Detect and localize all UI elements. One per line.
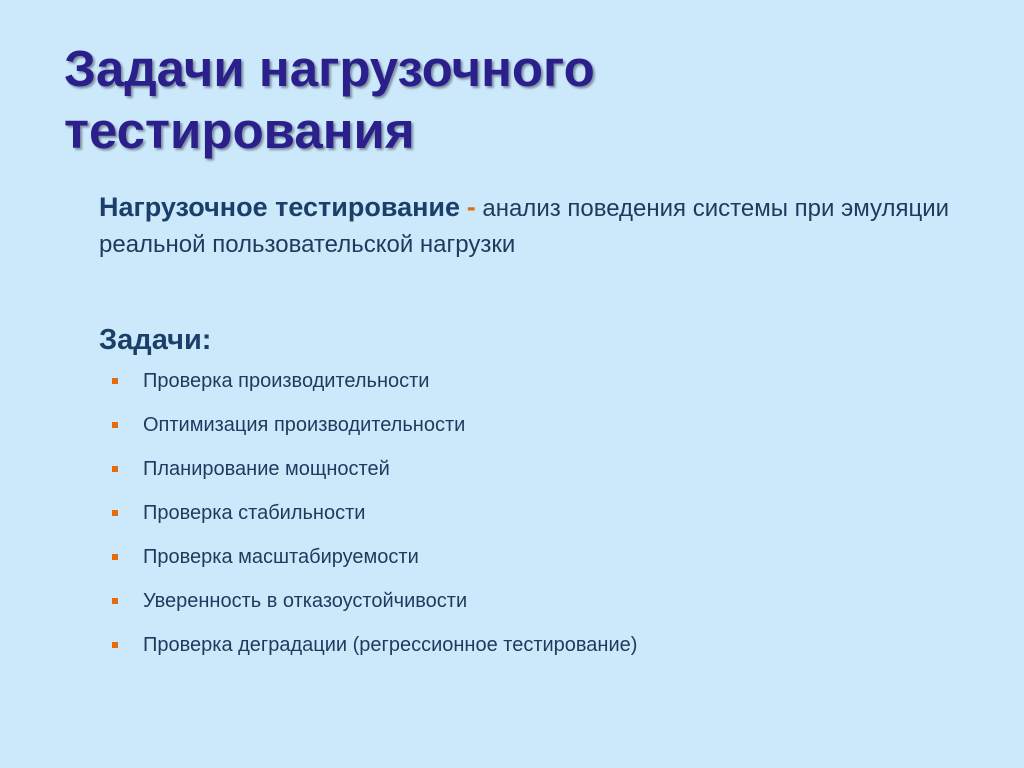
square-bullet-icon xyxy=(112,378,118,384)
task-text: Уверенность в отказоустойчивости xyxy=(143,590,468,612)
definition-description: анализ поведения системы при эмуляции реальной пользовательской нагрузки xyxy=(99,195,950,258)
square-bullet-icon xyxy=(112,598,118,604)
square-bullet-icon xyxy=(112,510,118,516)
task-text: Оптимизация производительности xyxy=(143,414,466,436)
square-bullet-icon xyxy=(112,422,118,428)
task-text: Проверка производительности xyxy=(143,370,430,392)
task-text: Проверка стабильности xyxy=(143,502,366,524)
task-text: Проверка масштабируемости xyxy=(143,546,419,568)
slide-title-line-2: тестирования xyxy=(64,102,415,159)
list-item xyxy=(112,454,972,498)
square-bullet-icon xyxy=(112,466,118,472)
list-item xyxy=(112,630,972,674)
list-item xyxy=(112,410,972,454)
task-text: Планирование мощностей xyxy=(143,458,390,480)
list-item xyxy=(112,498,972,542)
square-bullet-icon xyxy=(112,642,118,648)
list-item xyxy=(112,542,972,586)
list-item xyxy=(112,586,972,630)
definition-term: Нагрузочное тестирование xyxy=(99,192,461,222)
slide-title-line-1: Задачи нагрузочного xyxy=(64,40,595,97)
square-bullet-icon xyxy=(112,554,118,560)
definition-dash: - xyxy=(466,192,476,222)
list-item xyxy=(112,366,972,410)
task-list xyxy=(112,366,972,674)
slide-title xyxy=(64,38,964,162)
definition xyxy=(99,189,979,263)
task-text: Проверка деградации (регрессионное тестирование) xyxy=(143,634,638,656)
tasks-heading: Задачи: xyxy=(99,324,212,356)
